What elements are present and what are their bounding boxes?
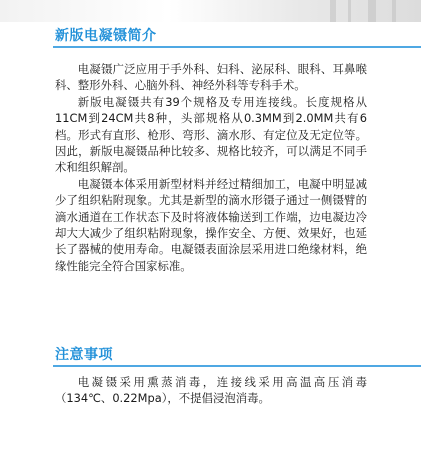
banner-streak xyxy=(392,0,396,22)
section-title-notes: 注意事项 xyxy=(55,347,113,363)
notes-text-block xyxy=(55,374,367,407)
intro-text-block xyxy=(55,61,367,274)
section-header-notes xyxy=(53,345,421,367)
section-title-intro: 新版电凝镊简介 xyxy=(55,28,157,44)
intro-paragraph-1: 电凝镊广泛应用于手外科、妇科、泌尿科、眼科、耳鼻喉科、整形外科、心脑外科、神经外科等专科手术。 xyxy=(55,62,367,93)
section-rule xyxy=(53,365,421,367)
notes-paragraph-1: 电凝镊采用熏蒸消毒，连接线采用高温高压消毒（134℃、0.22Mpa），不提倡浸泡消毒。 xyxy=(55,375,367,406)
banner-streak xyxy=(348,0,351,22)
header-banner-strip xyxy=(0,0,421,22)
section-rule xyxy=(53,46,421,48)
intro-paragraph-3: 电凝镊本体采用新型材料并经过精细加工，电凝中明显减少了组织粘附现象。尤其是新型的滴水形镊子通过一侧镊臂的滴水通道在工作状态下及时将液体输送到工作端，边电凝边冷却大大减少了组织粘附现象，操作安全、方便、效果好，也延长了器械的使用寿命。电凝镊表面涂层采用进口绝缘材料，绝缘性能完全符合国家标准。 xyxy=(55,176,367,273)
section-header-intro xyxy=(53,26,421,48)
banner-streak xyxy=(368,0,376,22)
banner-streak xyxy=(330,0,336,22)
intro-paragraph-2: 新版电凝镊共有39个规格及专用连接线。长度规格从11CM到24CM共8种，头部规格从0.3MM到2.0MM共有6 档。形式有直形、枪形、弯形、滴水形、有定位及无定位等。因此，新版电凝镊品种比较多、规格比较齐，可以满足不同手术和组织解剖。 xyxy=(55,94,367,175)
